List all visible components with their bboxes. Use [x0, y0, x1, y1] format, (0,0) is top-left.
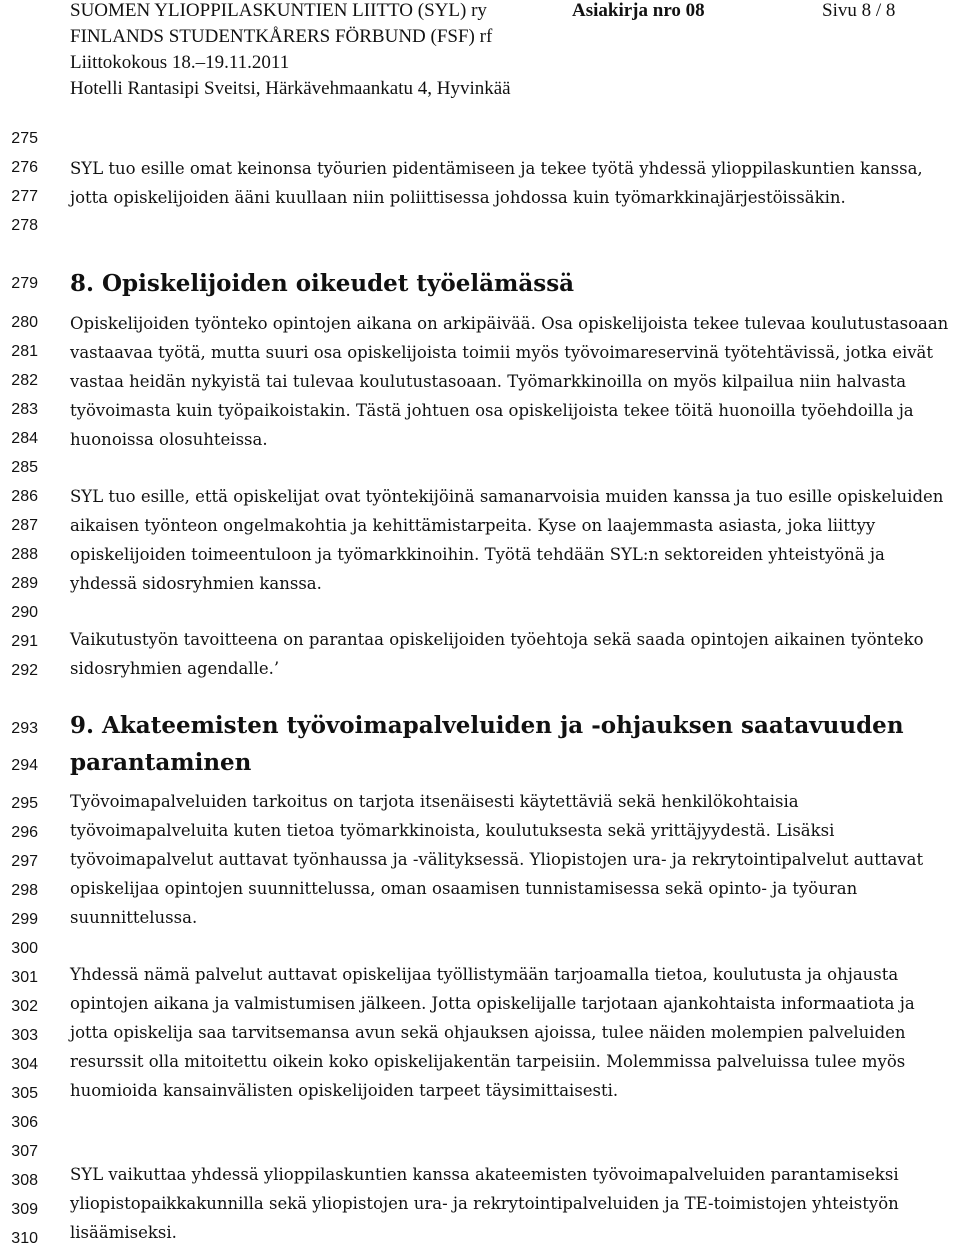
- section-heading-9: 9. Akateemisten työvoimapalveluiden ja -ohjauksen saatavuuden parantaminen: [70, 712, 904, 776]
- line-number: 282: [11, 372, 38, 389]
- line-number: 303: [11, 1027, 38, 1044]
- line-number: 289: [11, 575, 38, 592]
- paragraph-advocacy-goal: Vaikutustyön tavoitteena on parantaa opiskelijoiden työehtoja sekä saada opintojen aikainen työnteko sidosryhmien agendalle.’: [70, 630, 924, 678]
- line-number: 285: [11, 459, 38, 476]
- line-number: 288: [11, 546, 38, 563]
- paragraph-syl-equal-workers: SYL tuo esille, että opiskelijat ovat työntekijöinä samanarvoisia muiden kanssa ja tuo esille opiskeluiden aikaisen työnteon ongelmakohtia ja kehittämistarpeita. Kyse on laajemmasta asiasta, joka liittyy opiskelijoiden toimeentuloon ja työmarkkinoihin. Työtä tehdään SYL:n sektoreiden yhteistyönä ja yhdessä sidosryhmien kanssa.: [70, 487, 944, 593]
- paragraph-syl-tools: SYL tuo esille omat keinonsa työurien pidentämiseen ja tekee työtä yhdessä ylioppilaskuntien kanssa, jotta opiskelijoiden ääni kuullaan niin poliittisessa johdossa kuin työmarkkinajärjestöissäkin.: [70, 159, 923, 207]
- paragraph-student-work: Opiskelijoiden työnteko opintojen aikana on arkipäivää. Osa opiskelijoista tekee tulevaa koulutustasoaan vastaavaa työtä, mutta suuri osa opiskelijoista toimii myös työvoimareservinä työtehtävissä, jotka eivät vastaa heidän nykyistä tai tulevaa koulutustasoaan. Työmarkkinoilla on myös kilpailua niin halvasta työvoimasta kuin työpaikoistakin. Tästä johtuen osa opiskelijoista tekee töitä huonoilla työehdoilla ja huonoissa olosuhteissa.: [70, 314, 949, 449]
- line-number: 296: [11, 824, 38, 841]
- header-org-line1: SUOMEN YLIOPPILASKUNTIEN LIITTO (SYL) ry: [70, 0, 487, 21]
- header-meeting: Liittokokous 18.–19.11.2011: [70, 52, 290, 73]
- line-number: 300: [11, 940, 38, 957]
- line-number: 294: [11, 757, 38, 774]
- line-number: 309: [11, 1201, 38, 1218]
- header-doc-number: Asiakirja nro 08: [572, 0, 705, 21]
- line-number: 304: [11, 1056, 38, 1073]
- line-number: 291: [11, 633, 38, 650]
- section-heading-8: 8. Opiskelijoiden oikeudet työelämässä: [70, 270, 575, 297]
- paragraph-services-together: Yhdessä nämä palvelut auttavat opiskelijaa työllistymään tarjoamalla tietoa, koulutusta ja ohjausta opintojen aikana ja valmistumisen jälkeen. Jotta opiskelijalle tarjotaan ajankohtaista informaatiota ja jotta opiskelija saa tarvitsemansa avun sekä ohjauksen ajoissa, tulee näiden molempien palveluiden resurssit olla mitoitettu oikein koko opiskelijakentän tarpeisiin. Molemmissa palveluissa tulee myös huomioida kansainvälisten opiskelijoiden tarpeet täysimittaisesti.: [70, 965, 915, 1100]
- line-number: 283: [11, 401, 38, 418]
- line-number: 280: [11, 314, 38, 331]
- line-number: 298: [11, 882, 38, 899]
- line-number: 307: [11, 1143, 38, 1160]
- line-number: 279: [11, 275, 38, 292]
- line-number: 310: [11, 1230, 38, 1247]
- line-number: 306: [11, 1114, 38, 1131]
- paragraph-employment-services: Työvoimapalveluiden tarkoitus on tarjota itsenäisesti käytettäviä sekä henkilökohtaisia työvoimapalveluita kuten tietoa työmarkkinoista, koulutuksesta sekä yrittäjyydestä. Lisäksi työvoimapalvelut auttavat työnhaussa ja -välityksessä. Yliopistojen ura- ja rekrytointipalvelut auttavat opiskelijaa opintojen suunnittelussa, oman osaamisen tunnistamisessa sekä opinto- ja työuran suunnittelussa.: [70, 792, 924, 927]
- line-number: 277: [11, 188, 38, 205]
- line-number: 286: [11, 488, 38, 505]
- paragraph-syl-influence: SYL vaikuttaa yhdessä ylioppilaskuntien kanssa akateemisten työvoimapalveluiden parantamiseksi yliopistopaikkakunnilla sekä yliopistojen ura- ja rekrytointipalveluiden ja TE-toimistojen yhteistyön lisäämiseksi.: [70, 1165, 899, 1242]
- line-number: 308: [11, 1172, 38, 1189]
- line-number: 281: [11, 343, 38, 360]
- line-number: 301: [11, 969, 38, 986]
- line-number: 305: [11, 1085, 38, 1102]
- line-number: 275: [11, 130, 38, 147]
- line-number: 290: [11, 604, 38, 621]
- line-number: 276: [11, 159, 38, 176]
- line-number: 297: [11, 853, 38, 870]
- line-number: 292: [11, 662, 38, 679]
- header-page-number: Sivu 8 / 8: [822, 0, 896, 21]
- line-number: 293: [11, 720, 38, 737]
- line-number: 287: [11, 517, 38, 534]
- header-org-line2: FINLANDS STUDENTKÅRERS FÖRBUND (FSF) rf: [70, 26, 493, 47]
- line-number: 299: [11, 911, 38, 928]
- line-number: 295: [11, 795, 38, 812]
- line-number: 284: [11, 430, 38, 447]
- header-venue: Hotelli Rantasipi Sveitsi, Härkävehmaankatu 4, Hyvinkää: [70, 78, 511, 99]
- line-number: 302: [11, 998, 38, 1015]
- line-number: 278: [11, 217, 38, 234]
